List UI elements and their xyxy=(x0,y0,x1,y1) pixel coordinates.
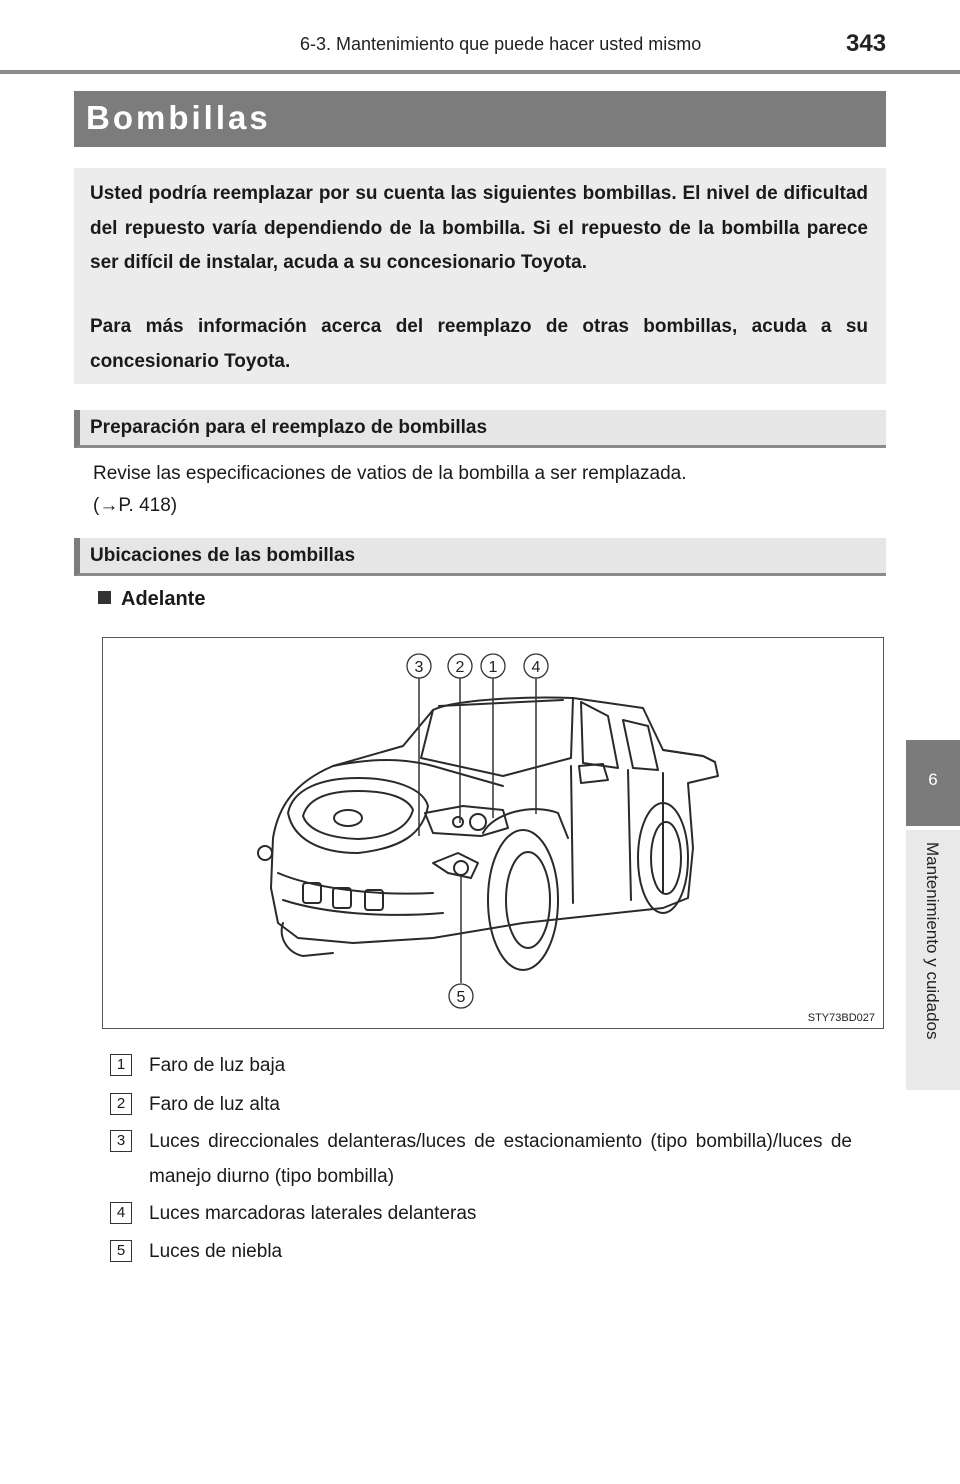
page-reference-link[interactable]: (→P. 418) xyxy=(93,495,178,516)
intro-box xyxy=(74,168,886,384)
callout-5: 5 xyxy=(456,989,466,1006)
truck-illustration-icon xyxy=(103,638,885,1030)
chapter-label-tab xyxy=(906,830,960,1090)
intro-paragraph-1: Usted podría reemplazar por su cuenta las siguientes bombillas. El nivel de dificultad del repuesto varía dependiendo de la bombilla. Si el repuesto de la bombilla parece ser difícil de instalar, acuda a su concesionario Toyota. xyxy=(90,183,868,273)
section-heading-text: Ubicaciones de las bombillas xyxy=(90,545,356,566)
intro-paragraph-2: Para más información acerca del reemplazo de otras bombillas, acuda a su concesionario Toyota. xyxy=(90,316,868,372)
callout-1: 1 xyxy=(488,659,498,676)
legend-number-badge: 3 xyxy=(110,1130,132,1152)
header-divider xyxy=(0,70,960,74)
section-heading-locations xyxy=(74,538,886,576)
legend-text: Faro de luz baja xyxy=(149,1055,286,1076)
truck-diagram xyxy=(102,637,884,1029)
chapter-number: 6 xyxy=(928,770,938,789)
page-title: Bombillas xyxy=(86,99,271,136)
figure-code: STY73BD027 xyxy=(807,1012,875,1024)
legend-text: Luces marcadoras laterales delanteras xyxy=(149,1203,477,1224)
legend-text: Luces de niebla xyxy=(149,1241,283,1262)
legend-number-badge: 2 xyxy=(110,1093,132,1115)
square-bullet-icon xyxy=(98,591,111,604)
legend-text: Luces direccionales delanteras/luces de estacionamiento (tipo bombilla)/luces de manejo diurno (tipo bombilla) xyxy=(149,1131,852,1187)
section-heading-preparation xyxy=(74,410,886,448)
legend-number-badge: 1 xyxy=(110,1054,132,1076)
page-title-bar xyxy=(74,91,886,147)
preparation-text: Revise las especificaciones de vatios de la bombilla a ser remplazada. xyxy=(93,463,687,484)
chapter-tab xyxy=(906,740,960,826)
subheading-text: Adelante xyxy=(121,588,206,610)
subheading-front xyxy=(98,588,205,611)
callout-4: 4 xyxy=(531,659,541,676)
callout-3: 3 xyxy=(414,659,424,676)
legend-number-badge: 4 xyxy=(110,1202,132,1224)
legend-number-badge: 5 xyxy=(110,1240,132,1262)
callout-2: 2 xyxy=(455,659,465,676)
header-section-title: 6-3. Mantenimiento que puede hacer usted mismo xyxy=(300,34,702,54)
legend-text: Faro de luz alta xyxy=(149,1094,280,1115)
chapter-label: Mantenimiento y cuidados xyxy=(923,842,942,1040)
page-number: 343 xyxy=(846,30,887,57)
section-heading-text: Preparación para el reemplazo de bombillas xyxy=(90,417,488,438)
